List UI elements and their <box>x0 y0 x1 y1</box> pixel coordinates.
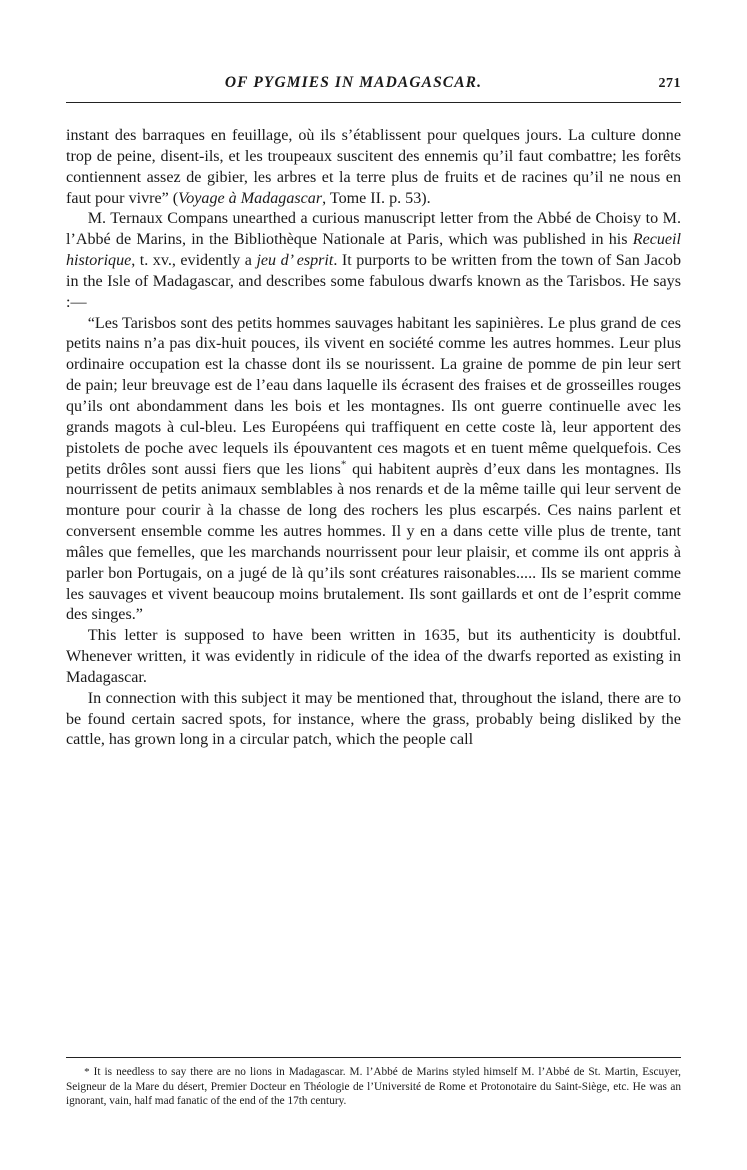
footnote-body: It is needless to say there are no lions in Madagascar. M. l’Abbé de Marins styled himself M. l’Abbé de St. Martin, Escuyer, Seigneur de la Mare du désert, Premier Docteur en Théologie de l’Université de Rome et Protonotaire du Saint-Siège, etc. He was an ignorant, vain, half mad fanatic of the end of the 17th century. <box>66 1066 681 1107</box>
text-run: M. Ternaux Compans unearthed a curious manuscript letter from the Abbé de Choisy to M. l’Abbé de Marins, in the Bibliothèque Nationale at Paris, which was published in his <box>66 210 681 249</box>
text-run: instant des barraques en feuillage, où ils s’établissent pour quelques jours. La culture donne trop de peine, disent-ils, et les troupeaux suscitent des ennemis qu’il faut combattre; les forêts contiennent assez de gibier, les arbres et la terre plus de fruits et de racines qu’il ne nous en faut pour vivre” ( <box>66 127 681 207</box>
footnote-marker: * <box>84 1066 90 1079</box>
italic-run: Voyage à Madagascar <box>178 189 323 207</box>
text-run: . It purports to be written from the town of San Jacob in the Isle of Madagascar, and describes some fabulous dwarfs known as the Tarisbos. He says :— <box>66 252 682 311</box>
running-head <box>66 74 681 118</box>
text-run: , t. xv., evidently a <box>131 252 257 270</box>
para-quote-barraques <box>66 126 681 209</box>
text-run: In connection with this subject it may be mentioned that, throughout the island, there are to be found certain sacred spots, for instance, where the grass, probably being disliked by the cattle, has grown long in a circular patch, which the people call <box>66 689 681 749</box>
page-title: OF PYGMIES IN MADAGASCAR. <box>224 74 483 91</box>
footnote-area <box>66 1057 681 1108</box>
footnote-text <box>66 1065 681 1108</box>
footnote-rule <box>66 1057 681 1058</box>
para-this-letter <box>66 626 681 689</box>
footnote-reference-marker: * <box>340 458 347 471</box>
para-ternaux-compans <box>66 209 681 313</box>
text-run: “Les Tarisbos sont des petits hommes sauvages habitant les sapinières. Le plus grand de ces petits nains n’a pas dix-huit pouces, ils vivent en société comme les autres hommes. Leur plus ordinaire occupation est la chasse dont ils se nourissent. La graine de pomme de pin leur sert de pain; leur breuvage est de l’eau dans laquelle ils écrasent des fraises et de grosseilles rouges qu’ils ont abondamment dans les bois et les montagnes. Ils ont guerre continuelle avec les grands magots à cul-bleu. Les Européens qui traffiquent en cette coste là, leur apportent des pistolets de poche avec lequels ils épouvantent ces magots et en tuent même quelquefois. Ces petits drôles sont aussi fiers que les lions <box>66 314 681 478</box>
page-number: 271 <box>658 76 681 91</box>
para-tarisbos-quote <box>66 314 681 627</box>
text-run: This letter is supposed to have been written in 1635, but its authenticity is doubtful. Whenever written, it was evidently in ridicule of the idea of the dwarfs reported as existing in Madagascar. <box>66 627 681 686</box>
header-rule <box>66 102 681 103</box>
italic-run: Recueil historique <box>66 231 681 270</box>
text-run: , Tome II. p. 53). <box>322 189 431 207</box>
para-sacred-spots <box>66 689 681 752</box>
italic-run: jeu d’ esprit <box>256 252 334 270</box>
footnote-paragraph <box>66 1065 681 1108</box>
body-text <box>66 126 681 751</box>
text-run: qui habitent auprès d’eux dans les montagnes. Ils nourrissent de petits animaux semblables à nos renards et de la même taille qui leur servent de monture pour courir à la chasse de long des rochers les plus escarpés. Ces nains parlent et conversent ensemble comme les autres hommes. Il y en a dans cette ville plus de trente, tant mâles que femelles, que les marchands nourrissent pour leur plaisir, et comme ils ont appris à parler bon Portugais, on a jugé de là qu’ils sont créatures raisonables..... Ils se marient comme les sauvages et vivent beaucoup moins brutalement. Ils sont gaillards et ont de l’esprit comme des singes.” <box>66 460 681 624</box>
